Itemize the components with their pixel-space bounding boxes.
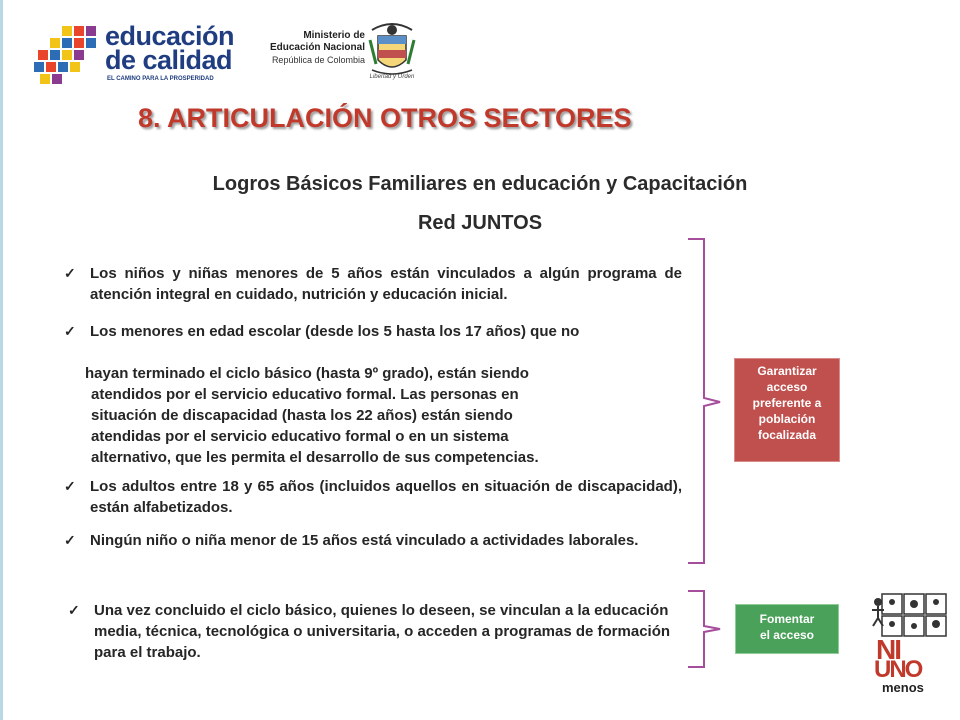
check-icon: ✓: [64, 323, 76, 339]
continuation-line: situación de discapacidad (hasta los 22 años) están siendo: [91, 407, 513, 424]
left-edge-rule: [0, 0, 3, 720]
list-item-text: Los niños y niñas menores de 5 años están vinculados a algún programa de atención integral en cuidado, nutrición y educación inicial.: [90, 265, 682, 303]
box-line: acceso: [766, 380, 808, 394]
check-icon: ✓: [64, 265, 76, 281]
logo-tagline: EL CAMINO PARA LA PROSPERIDAD: [107, 76, 214, 82]
ministry-name: [265, 30, 365, 66]
check-icon: ✓: [68, 602, 80, 618]
check-icon: ✓: [64, 478, 76, 494]
continuation-line: alternativo, que les permita el desarrollo de sus competencias.: [91, 449, 539, 466]
slide-title: 8. ARTICULACIÓN OTROS SECTORES: [138, 103, 632, 133]
ni-uno-line1: NI: [876, 634, 900, 665]
box-line: Fomentar: [759, 612, 815, 626]
subtitle-line2: Red JUNTOS: [417, 212, 543, 234]
ministry-line1: Ministerio de: [303, 30, 365, 41]
list-item-continuation: [85, 363, 682, 468]
list-item-text: Los menores en edad escolar (desde los 5 hasta los 17 años) que no: [90, 323, 580, 340]
box-line: población: [758, 412, 816, 426]
subtitle-line1: Logros Básicos Familiares en educación y Capacitación: [212, 173, 748, 195]
logo-word-de-calidad: de calidad: [105, 45, 233, 75]
list-item-text: Los adultos entre 18 y 65 años (incluidos aquellos en situación de discapacidad), están alfabetizados.: [90, 478, 682, 516]
list-item-text: Una vez concluido el ciclo básico, quienes lo deseen, se vinculan a la educación media, técnica, tecnológica o universitaria, o acceden a programas de formación para el trabajo.: [94, 602, 671, 661]
guarantee-access-box: [734, 358, 840, 462]
list-item-text: Ningún niño o niña menor de 15 años está vinculado a actividades laborales.: [90, 532, 639, 549]
ministry-line3: República de Colombia: [271, 55, 365, 65]
continuation-line: hayan terminado el ciclo básico (hasta 9º grado), están siendo: [85, 365, 529, 382]
ministry-line2: Educación Nacional: [269, 42, 365, 53]
check-icon: ✓: [64, 532, 76, 548]
box-line: el acceso: [759, 628, 815, 642]
educacion-de-calidad-logo[interactable]: [32, 20, 247, 86]
ni-uno-line3: menos: [882, 680, 924, 695]
right-brace-large: [684, 236, 724, 566]
continuation-line: atendidas por el servicio educativo formal o en un sistema: [91, 428, 509, 445]
continuation-line: atendidos por el servicio educativo formal. Las personas en: [91, 386, 519, 403]
ni-uno-line2: UNO: [874, 656, 922, 683]
box-line: focalizada: [757, 428, 817, 442]
right-brace-small: [684, 588, 724, 670]
seal-motto: Libertad y Orden: [369, 74, 415, 80]
promote-access-box: [735, 604, 839, 654]
colombia-coat-of-arms-icon: [366, 20, 418, 82]
logo-word-educacion: educación: [105, 21, 235, 51]
box-line: Garantizar: [757, 364, 817, 378]
box-line: preferente a: [752, 396, 822, 410]
colored-cubes-icon: [32, 24, 100, 86]
ni-uno-menos-logo[interactable]: [870, 590, 948, 695]
